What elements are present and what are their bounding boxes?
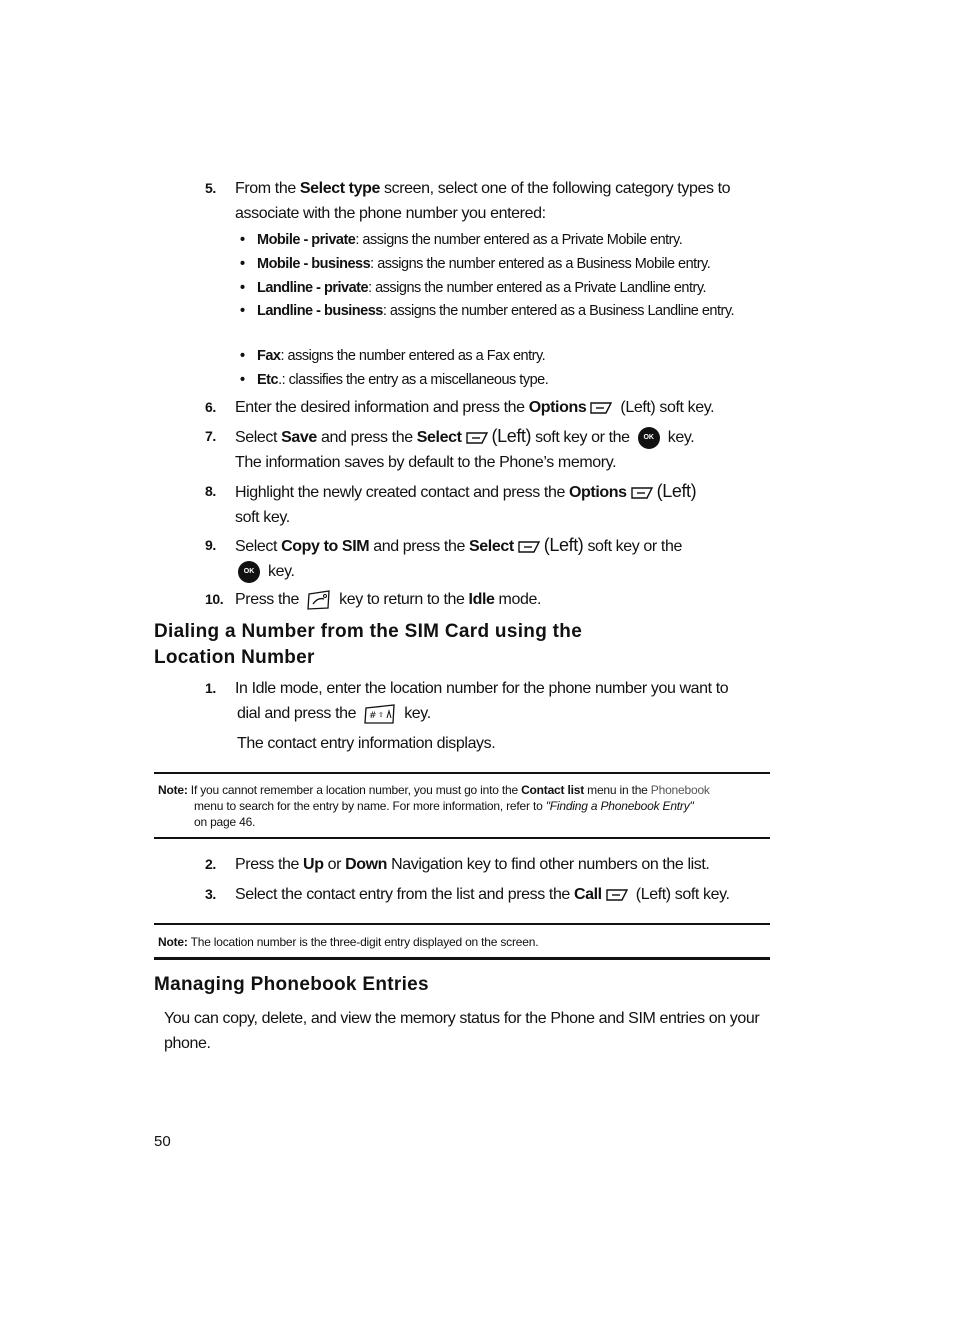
ok-key-icon: OK [238,561,260,583]
divider [154,837,770,839]
divider [154,957,770,960]
end-key-icon [306,589,332,611]
manual-page: 5. From the Select type screen, select one of the following category types to associate with the phone number you entered: • Mobile - private: assigns the number entered as a Private Mobile entry. • Mobile - business: assigns the number entered as a Business Mobile entry. • Landline - private: assigns the number entered as a Private Landline entry. • Landline - business: assigns the number entered as a Business Landline entry. • Fax: assigns the number entered as a Fax entry. • Etc.: classifies the entry as a miscellaneous type. 6. Enter the desired information and press the Options (Left) soft key. 7. Select Save and press the Select (Left) soft key or the OK key. The information saves by default to the Phone’s memory. 8. Highlight the newly created contact and press the Options (Left) soft key. 9. Select Copy to SIM and press the Select (Left) soft key or the OK key. 10. Press the key to return to the Idle mode. Dialing a Number from the SIM Card using the Location Number 1. In Idle mode, enter the location number for the phone number you want to dial and press the # ⇧ key. The contact entry information displays. Note: If you cannot remember a location number, you must go into the Contact list menu in the Phonebook menu to search for the entry by name. For more information, refer to "Finding a Phonebook Entry" on page 46. 2. Press the Up or Down Navigation key to find other numbers on the list. 3. Select the contact entry from the list and press the Call (Left) soft key. Note: The location number is the three-digit entry displayed on the screen. Managing Phonebook Entries You can copy, delete, and view the memory status for the Phone and SIM entries on your phone. 50 [0,0,954,1319]
divider [154,772,770,774]
svg-text:#: # [369,710,377,721]
left-softkey-icon [517,539,541,555]
step-number: 5. [205,180,216,196]
body-paragraph: You can copy, delete, and view the memory status for the Phone and SIM entries on your phone. [164,1010,760,1052]
note-box: Note: The location number is the three-digit entry displayed on the screen. [158,935,539,949]
send-key-icon [363,702,397,726]
note-box: Note: If you cannot remember a location number, you must go into the Contact list menu in the Phonebook menu to search for the entry by name. For more information, refer to "Finding a Phonebook Entry" on page 46. [158,783,710,829]
left-softkey-icon [589,400,613,416]
ok-key-icon: OK [638,427,660,449]
left-softkey-icon [605,887,629,903]
divider [154,923,770,925]
section-heading: Dialing a Number from the SIM Card using the Location Number [154,621,583,668]
left-softkey-icon [630,485,654,501]
step-text: From the Select type screen, select one of the following category types to associate with the phone number you entered: [235,180,731,222]
section-heading: Managing Phonebook Entries [154,974,429,995]
left-softkey-icon [465,430,489,446]
svg-text:⇧: ⇧ [378,710,384,719]
page-number: 50 [154,1133,171,1150]
